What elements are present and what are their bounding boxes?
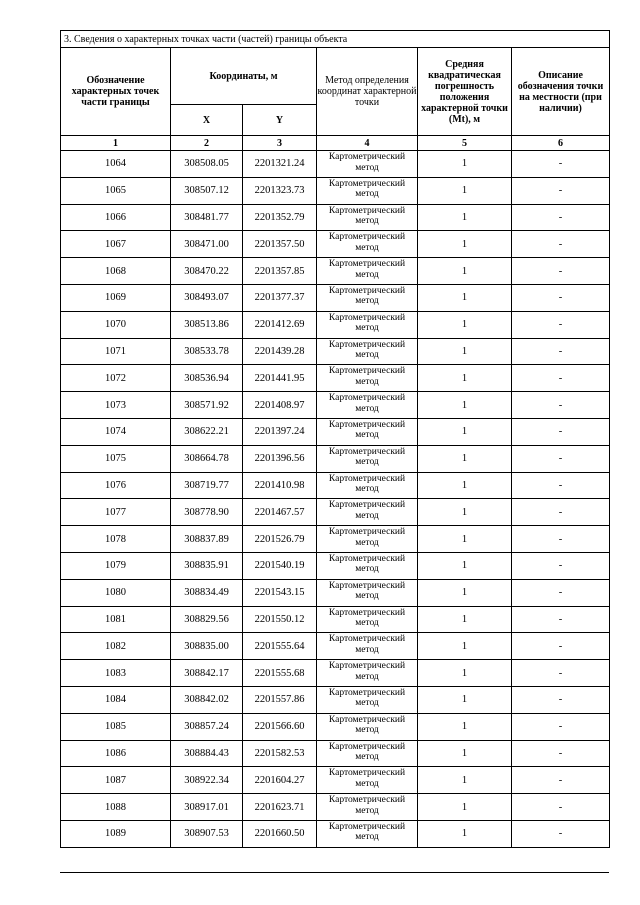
table-row: [61, 204, 610, 231]
accuracy-cell: 1: [418, 633, 512, 660]
accuracy-cell: 1: [418, 284, 512, 311]
table-row: [61, 177, 610, 204]
point-id-cell: 1068: [61, 258, 171, 285]
x-coordinate-cell: 308837.89: [171, 526, 243, 553]
point-id-cell: 1072: [61, 365, 171, 392]
y-coordinate-cell: 2201410.98: [243, 472, 317, 499]
description-cell: -: [512, 151, 610, 178]
x-coordinate-cell: 308835.00: [171, 633, 243, 660]
description-cell: -: [512, 820, 610, 847]
x-coordinate-cell: 308922.34: [171, 767, 243, 794]
method-cell: Картометрический метод: [317, 767, 418, 794]
y-coordinate-cell: 2201412.69: [243, 311, 317, 338]
header-method: Метод определения координат характерной точки: [317, 48, 418, 136]
x-coordinate-cell: 308536.94: [171, 365, 243, 392]
description-cell: -: [512, 606, 610, 633]
method-cell: Картометрический метод: [317, 338, 418, 365]
point-id-cell: 1087: [61, 767, 171, 794]
table-row: [61, 472, 610, 499]
description-cell: -: [512, 552, 610, 579]
x-coordinate-cell: 308719.77: [171, 472, 243, 499]
accuracy-cell: 1: [418, 794, 512, 821]
y-coordinate-cell: 2201557.86: [243, 686, 317, 713]
table-row: [61, 740, 610, 767]
y-coordinate-cell: 2201439.28: [243, 338, 317, 365]
table-row: [61, 499, 610, 526]
point-id-cell: 1084: [61, 686, 171, 713]
x-coordinate-cell: 308884.43: [171, 740, 243, 767]
y-coordinate-cell: 2201623.71: [243, 794, 317, 821]
table-row: [61, 686, 610, 713]
accuracy-cell: 1: [418, 740, 512, 767]
y-coordinate-cell: 2201352.79: [243, 204, 317, 231]
table-row: [61, 151, 610, 178]
point-id-cell: 1078: [61, 526, 171, 553]
description-cell: -: [512, 365, 610, 392]
table-row: [61, 365, 610, 392]
description-cell: -: [512, 767, 610, 794]
column-number: 4: [317, 136, 418, 151]
x-coordinate-cell: 308917.01: [171, 794, 243, 821]
header-y: Y: [243, 105, 317, 136]
method-cell: Картометрический метод: [317, 794, 418, 821]
description-cell: -: [512, 526, 610, 553]
method-cell: Картометрический метод: [317, 445, 418, 472]
method-cell: Картометрический метод: [317, 633, 418, 660]
point-id-cell: 1064: [61, 151, 171, 178]
method-cell: Картометрический метод: [317, 660, 418, 687]
description-cell: -: [512, 392, 610, 419]
y-coordinate-cell: 2201550.12: [243, 606, 317, 633]
table-row: [61, 660, 610, 687]
x-coordinate-cell: 308778.90: [171, 499, 243, 526]
method-cell: Картометрический метод: [317, 392, 418, 419]
point-id-cell: 1089: [61, 820, 171, 847]
method-cell: Картометрический метод: [317, 499, 418, 526]
accuracy-cell: 1: [418, 392, 512, 419]
accuracy-cell: 1: [418, 338, 512, 365]
x-coordinate-cell: 308835.91: [171, 552, 243, 579]
point-id-cell: 1074: [61, 418, 171, 445]
method-cell: Картометрический метод: [317, 177, 418, 204]
column-number: 5: [418, 136, 512, 151]
description-cell: -: [512, 713, 610, 740]
accuracy-cell: 1: [418, 579, 512, 606]
header-description: Описание обозначения точки на местности (при наличии): [512, 48, 610, 136]
y-coordinate-cell: 2201555.68: [243, 660, 317, 687]
y-coordinate-cell: 2201540.19: [243, 552, 317, 579]
point-id-cell: 1081: [61, 606, 171, 633]
x-coordinate-cell: 308842.02: [171, 686, 243, 713]
point-id-cell: 1079: [61, 552, 171, 579]
point-id-cell: 1077: [61, 499, 171, 526]
y-coordinate-cell: 2201566.60: [243, 713, 317, 740]
method-cell: Картометрический метод: [317, 418, 418, 445]
method-cell: Картометрический метод: [317, 258, 418, 285]
table-row: [61, 767, 610, 794]
x-coordinate-cell: 308622.21: [171, 418, 243, 445]
column-number: 2: [171, 136, 243, 151]
x-coordinate-cell: 308842.17: [171, 660, 243, 687]
table-row: [61, 713, 610, 740]
description-cell: -: [512, 177, 610, 204]
table-row: [61, 579, 610, 606]
x-coordinate-cell: 308907.53: [171, 820, 243, 847]
point-id-cell: 1073: [61, 392, 171, 419]
accuracy-cell: 1: [418, 820, 512, 847]
header-accuracy: Средняя квадратическая погрешность положения характерной точки (Mt), м: [418, 48, 512, 136]
y-coordinate-cell: 2201555.64: [243, 633, 317, 660]
description-cell: -: [512, 445, 610, 472]
method-cell: Картометрический метод: [317, 284, 418, 311]
description-cell: -: [512, 794, 610, 821]
method-cell: Картометрический метод: [317, 151, 418, 178]
description-cell: -: [512, 740, 610, 767]
method-cell: Картометрический метод: [317, 740, 418, 767]
method-cell: Картометрический метод: [317, 579, 418, 606]
accuracy-cell: 1: [418, 258, 512, 285]
table-row: [61, 794, 610, 821]
table-row: [61, 633, 610, 660]
x-coordinate-cell: 308533.78: [171, 338, 243, 365]
point-id-cell: 1071: [61, 338, 171, 365]
column-number: 3: [243, 136, 317, 151]
header-x: X: [171, 105, 243, 136]
accuracy-cell: 1: [418, 204, 512, 231]
point-id-cell: 1065: [61, 177, 171, 204]
accuracy-cell: 1: [418, 365, 512, 392]
description-cell: -: [512, 258, 610, 285]
y-coordinate-cell: 2201396.56: [243, 445, 317, 472]
description-cell: -: [512, 633, 610, 660]
x-coordinate-cell: 308493.07: [171, 284, 243, 311]
method-cell: Картометрический метод: [317, 606, 418, 633]
accuracy-cell: 1: [418, 418, 512, 445]
accuracy-cell: 1: [418, 445, 512, 472]
y-coordinate-cell: 2201467.57: [243, 499, 317, 526]
accuracy-cell: 1: [418, 552, 512, 579]
y-coordinate-cell: 2201604.27: [243, 767, 317, 794]
column-number: 1: [61, 136, 171, 151]
accuracy-cell: 1: [418, 499, 512, 526]
y-coordinate-cell: 2201397.24: [243, 418, 317, 445]
method-cell: Картометрический метод: [317, 820, 418, 847]
method-cell: Картометрический метод: [317, 311, 418, 338]
accuracy-cell: 1: [418, 231, 512, 258]
accuracy-cell: 1: [418, 660, 512, 687]
table-row: [61, 445, 610, 472]
y-coordinate-cell: 2201543.15: [243, 579, 317, 606]
table-row: [61, 820, 610, 847]
point-id-cell: 1083: [61, 660, 171, 687]
description-cell: -: [512, 338, 610, 365]
table-row: [61, 231, 610, 258]
x-coordinate-cell: 308664.78: [171, 445, 243, 472]
table-row: [61, 552, 610, 579]
section-title: 3. Сведения о характерных точках части (частей) границы объекта: [61, 31, 610, 48]
description-cell: -: [512, 499, 610, 526]
point-id-cell: 1080: [61, 579, 171, 606]
description-cell: -: [512, 231, 610, 258]
x-coordinate-cell: 308471.00: [171, 231, 243, 258]
method-cell: Картометрический метод: [317, 365, 418, 392]
accuracy-cell: 1: [418, 526, 512, 553]
x-coordinate-cell: 308481.77: [171, 204, 243, 231]
method-cell: Картометрический метод: [317, 713, 418, 740]
x-coordinate-cell: 308857.24: [171, 713, 243, 740]
column-numbers-row: [61, 136, 610, 151]
description-cell: -: [512, 311, 610, 338]
point-id-cell: 1082: [61, 633, 171, 660]
y-coordinate-cell: 2201408.97: [243, 392, 317, 419]
accuracy-cell: 1: [418, 311, 512, 338]
point-id-cell: 1066: [61, 204, 171, 231]
y-coordinate-cell: 2201660.50: [243, 820, 317, 847]
description-cell: -: [512, 472, 610, 499]
table-row: [61, 258, 610, 285]
header-coordinates: Координаты, м: [171, 48, 317, 105]
description-cell: -: [512, 686, 610, 713]
accuracy-cell: 1: [418, 177, 512, 204]
accuracy-cell: 1: [418, 713, 512, 740]
table-row: [61, 606, 610, 633]
x-coordinate-cell: 308829.56: [171, 606, 243, 633]
x-coordinate-cell: 308470.22: [171, 258, 243, 285]
footer-divider: [60, 872, 609, 873]
point-id-cell: 1076: [61, 472, 171, 499]
method-cell: Картометрический метод: [317, 204, 418, 231]
point-id-cell: 1088: [61, 794, 171, 821]
table-row: [61, 284, 610, 311]
y-coordinate-cell: 2201321.24: [243, 151, 317, 178]
point-id-cell: 1075: [61, 445, 171, 472]
boundary-points-table: [60, 30, 610, 848]
description-cell: -: [512, 284, 610, 311]
point-id-cell: 1070: [61, 311, 171, 338]
description-cell: -: [512, 579, 610, 606]
accuracy-cell: 1: [418, 767, 512, 794]
table-row: [61, 392, 610, 419]
method-cell: Картометрический метод: [317, 231, 418, 258]
y-coordinate-cell: 2201357.85: [243, 258, 317, 285]
table-row: [61, 338, 610, 365]
table-row: [61, 526, 610, 553]
accuracy-cell: 1: [418, 606, 512, 633]
x-coordinate-cell: 308571.92: [171, 392, 243, 419]
point-id-cell: 1069: [61, 284, 171, 311]
description-cell: -: [512, 660, 610, 687]
column-number: 6: [512, 136, 610, 151]
method-cell: Картометрический метод: [317, 472, 418, 499]
table-row: [61, 311, 610, 338]
method-cell: Картометрический метод: [317, 552, 418, 579]
y-coordinate-cell: 2201357.50: [243, 231, 317, 258]
accuracy-cell: 1: [418, 472, 512, 499]
y-coordinate-cell: 2201526.79: [243, 526, 317, 553]
accuracy-cell: 1: [418, 151, 512, 178]
x-coordinate-cell: 308834.49: [171, 579, 243, 606]
header-designation: Обозначение характерных точек части границы: [61, 48, 171, 136]
x-coordinate-cell: 308513.86: [171, 311, 243, 338]
method-cell: Картометрический метод: [317, 686, 418, 713]
x-coordinate-cell: 308507.12: [171, 177, 243, 204]
point-id-cell: 1085: [61, 713, 171, 740]
point-id-cell: 1086: [61, 740, 171, 767]
description-cell: -: [512, 204, 610, 231]
method-cell: Картометрический метод: [317, 526, 418, 553]
y-coordinate-cell: 2201441.95: [243, 365, 317, 392]
accuracy-cell: 1: [418, 686, 512, 713]
y-coordinate-cell: 2201582.53: [243, 740, 317, 767]
x-coordinate-cell: 308508.05: [171, 151, 243, 178]
table-row: [61, 418, 610, 445]
point-id-cell: 1067: [61, 231, 171, 258]
y-coordinate-cell: 2201377.37: [243, 284, 317, 311]
description-cell: -: [512, 418, 610, 445]
table-body: [61, 151, 610, 848]
y-coordinate-cell: 2201323.73: [243, 177, 317, 204]
